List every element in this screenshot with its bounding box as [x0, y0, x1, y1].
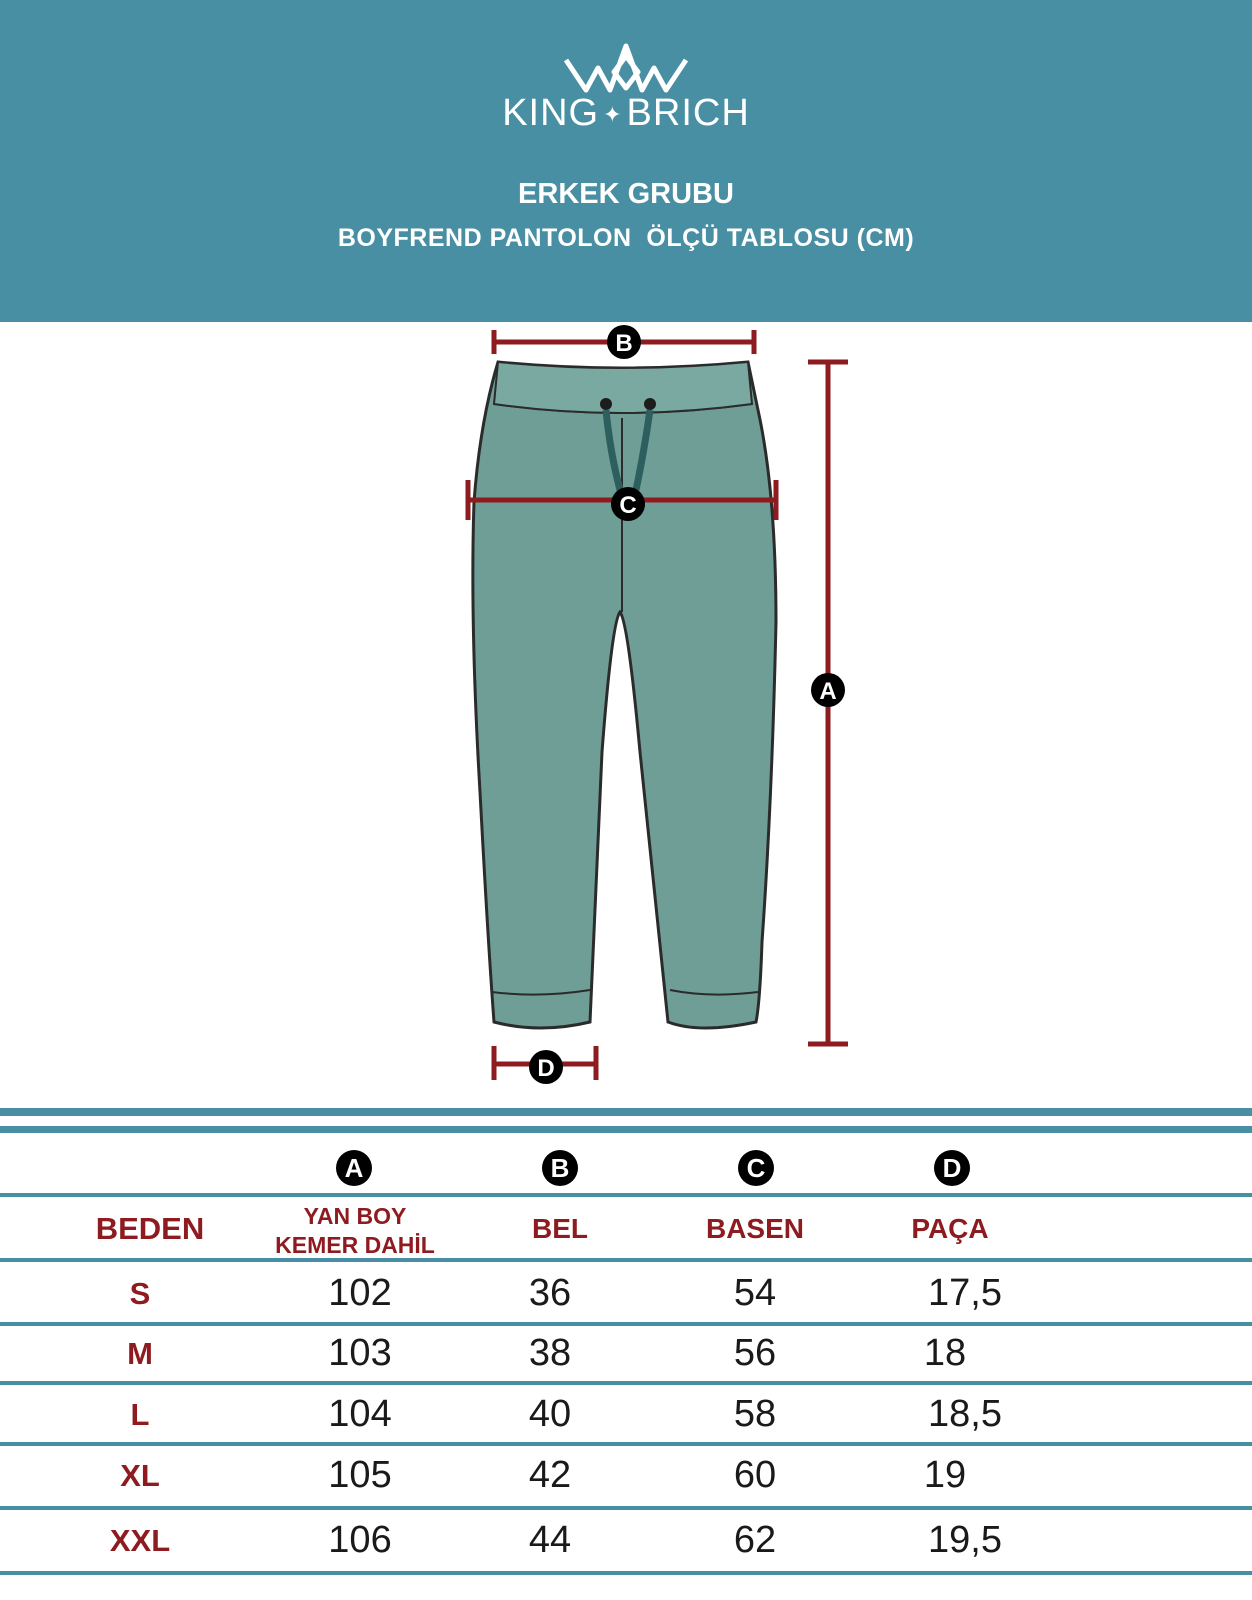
column-badge-d: D [934, 1150, 970, 1186]
brand-separator-icon: ✦ [603, 101, 623, 127]
value-a: 105 [328, 1454, 392, 1496]
row-divider [0, 1322, 1252, 1326]
value-b: 42 [528, 1454, 572, 1496]
row-divider [0, 1571, 1252, 1575]
marker-c-label: C [619, 492, 637, 519]
value-a: 106 [328, 1519, 392, 1561]
marker-b-label: B [615, 330, 633, 357]
value-b: 40 [528, 1393, 572, 1435]
row-divider [0, 1258, 1252, 1262]
column-b-header: BEL [532, 1213, 588, 1244]
column-badge-a: A [336, 1150, 372, 1186]
value-b: 36 [528, 1272, 572, 1314]
value-a: 104 [328, 1393, 392, 1435]
row-divider [0, 1193, 1252, 1197]
size-label: XXL [109, 1523, 171, 1558]
row-divider [0, 1506, 1252, 1510]
marker-a-label: A [819, 678, 837, 705]
drawstring-eyelet-right [644, 398, 656, 410]
page-title: ERKEK GRUBU [518, 178, 734, 210]
column-c-header: BASEN [705, 1213, 804, 1244]
brand-word-2: BRICH [626, 92, 750, 134]
column-a-header-line2: KEMER DAHİL [275, 1232, 435, 1258]
table-top-rule-1 [0, 1108, 1252, 1116]
value-a: 103 [328, 1332, 392, 1374]
row-divider [0, 1442, 1252, 1446]
size-label: M [127, 1336, 153, 1371]
crown-logo-icon [560, 38, 692, 100]
marker-d-label: D [537, 1055, 555, 1082]
value-d: 19 [923, 1454, 967, 1496]
value-a: 102 [328, 1272, 392, 1314]
value-c: 54 [733, 1272, 777, 1314]
header-banner [0, 0, 1252, 322]
value-d: 17,5 [928, 1272, 1002, 1314]
brand-word-1: KING [502, 92, 600, 134]
column-badge-c: C [738, 1150, 774, 1186]
column-d-header: PAÇA [911, 1213, 989, 1244]
value-b: 44 [528, 1519, 572, 1561]
value-d: 18,5 [928, 1393, 1002, 1435]
value-d: 18 [923, 1332, 967, 1374]
value-c: 60 [733, 1454, 777, 1496]
pants-measurement-diagram [0, 322, 1252, 1092]
column-a-header-line1: YAN BOY [303, 1203, 407, 1229]
size-column-header: BEDEN [95, 1211, 205, 1246]
value-c: 56 [733, 1332, 777, 1374]
value-c: 62 [733, 1519, 777, 1561]
waistband-shade [494, 362, 752, 413]
column-badge-b: B [542, 1150, 578, 1186]
row-divider [0, 1381, 1252, 1385]
value-b: 38 [528, 1332, 572, 1374]
table-top-rule-2 [0, 1126, 1252, 1133]
brand-wordmark [0, 92, 1252, 135]
size-label: S [129, 1276, 151, 1311]
value-c: 58 [733, 1393, 777, 1435]
value-d: 19,5 [928, 1519, 1002, 1561]
size-label: XL [120, 1458, 160, 1493]
drawstring-eyelet-left [600, 398, 612, 410]
pants-illustration [473, 362, 776, 1028]
size-label: L [130, 1397, 150, 1432]
page-subtitle: BOYFREND PANTOLON ÖLÇÜ TABLOSU (CM) [337, 224, 915, 252]
